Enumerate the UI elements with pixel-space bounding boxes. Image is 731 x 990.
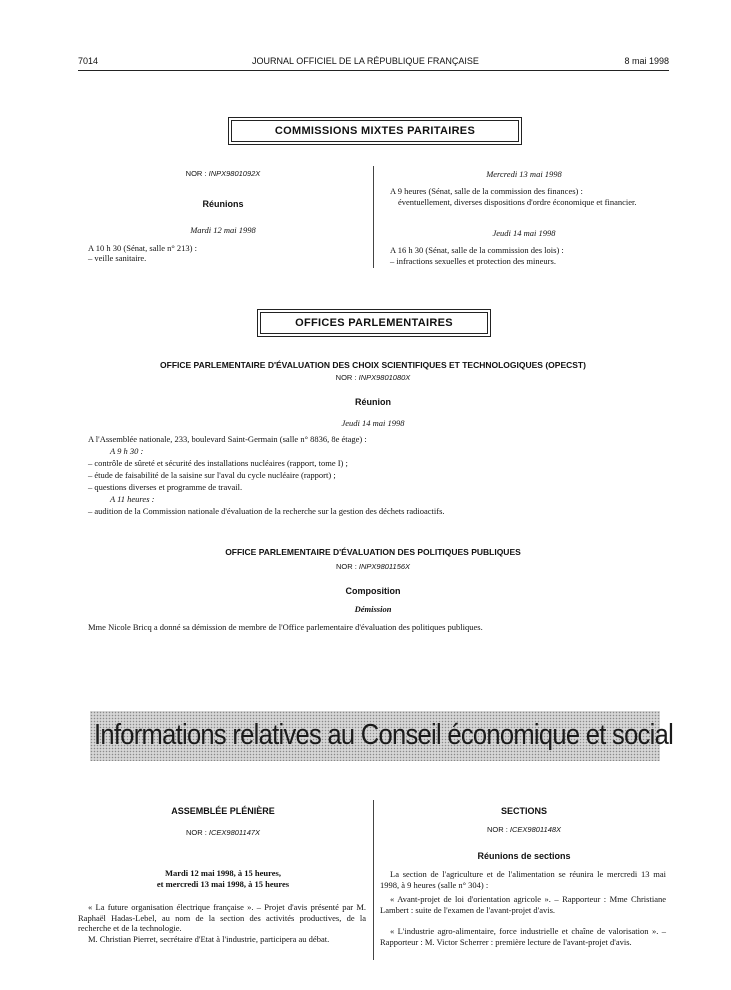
- ces-right-p3: « L'industrie agro-alimentaire, force industrielle et chaîne de valorisation ». – Rapporteur : M. Victor Scherrer : première lecture de l'avant-projet d'avis.: [380, 926, 666, 947]
- opepp-heading: Composition: [345, 586, 401, 596]
- opecst-line-5: A 11 heures :: [110, 494, 155, 504]
- opecst-line-2: – contrôle de sûreté et sécurité des installations nucléaires (rapport, tome I) ;: [88, 458, 348, 468]
- opepp-nor-label: NOR :: [335, 562, 357, 571]
- cmp-right-line4: – infractions sexuelles et protection des mineurs.: [390, 256, 556, 266]
- ces-left-nor: [78, 828, 368, 837]
- opecst-nor-code: INPX9801080X: [358, 373, 411, 382]
- cmp-title: COMMISSIONS MIXTES PARITAIRES: [231, 120, 519, 142]
- ces-left-p1: « La future organisation électrique française ». – Projet d'avis présenté par M. Raphaël Hadas-Lebel, au nom de la section des activités productives, de la recherche et de la technologie.: [78, 902, 366, 933]
- issue-date: 8 mai 1998: [624, 56, 669, 66]
- opepp-text: Mme Nicole Bricq a donné sa démission de membre de l'Office parlementaire d'évaluation des politiques publiques.: [88, 622, 483, 632]
- cmp-column-rule: [373, 166, 374, 268]
- opecst-title: OFFICE PARLEMENTAIRE D'ÉVALUATION DES CHOIX SCIENTIFIQUES ET TECHNOLOGIQUES (OPECST): [160, 360, 586, 370]
- ces-left-nor-label: NOR :: [185, 828, 207, 837]
- ces-right-p1: La section de l'agriculture et de l'alimentation se réunira le mercredi 13 mai 1998, à 9 heures (salle n° 304) :: [380, 869, 666, 890]
- opecst-line-1: A 9 h 30 :: [110, 446, 144, 456]
- offices-title-box: [257, 309, 491, 337]
- cmp-nor-code: INPX9801092X: [208, 169, 261, 178]
- cmp-right-date2: Jeudi 14 mai 1998: [492, 228, 556, 238]
- ces-column-rule: [373, 800, 374, 960]
- ces-banner: [90, 711, 674, 761]
- offices-title: OFFICES PARLEMENTAIRES: [260, 312, 488, 334]
- opepp-nor: [78, 562, 668, 571]
- ces-left-title: ASSEMBLÉE PLÉNIÈRE: [171, 806, 275, 816]
- ces-right-heading: Réunions de sections: [477, 851, 571, 861]
- cmp-right-line2: éventuellement, diverses dispositions d'ordre économique et financier.: [398, 197, 637, 207]
- opecst-date: Jeudi 14 mai 1998: [341, 418, 405, 428]
- opecst-line-3: – étude de faisabilité de la saisine sur l'aval du cycle nucléaire (rapport) ;: [88, 470, 336, 480]
- opecst-nor-label: NOR :: [335, 373, 357, 382]
- opepp-title: OFFICE PARLEMENTAIRE D'ÉVALUATION DES POLITIQUES PUBLIQUES: [225, 547, 521, 557]
- opecst-line-4: – questions diverses et programme de travail.: [88, 482, 243, 492]
- ces-left-nor-code: ICEX9801147X: [208, 828, 261, 837]
- cmp-right-line3: A 16 h 30 (Sénat, salle de la commission des lois) :: [390, 245, 564, 255]
- opepp-nor-code: INPX9801156X: [358, 562, 411, 571]
- ces-banner-text: Informations relatives au Conseil économique et social: [94, 719, 674, 751]
- cmp-title-box: [228, 117, 522, 145]
- ces-right-p2: « Avant-projet de loi d'orientation agricole ». – Rapporteur : Mme Christiane Lambert : suite de l'examen de l'avant-projet d'avis.: [380, 894, 666, 915]
- cmp-left-line2: – veille sanitaire.: [88, 253, 147, 263]
- ces-right-nor: [380, 825, 668, 834]
- journal-title: JOURNAL OFFICIEL DE LA RÉPUBLIQUE FRANÇAISE: [252, 56, 479, 66]
- cmp-right-line1: A 9 heures (Sénat, salle de la commission des finances) :: [390, 186, 583, 196]
- ces-left-p2: M. Christian Pierret, secrétaire d'Etat à l'industrie, participera au débat.: [88, 934, 330, 944]
- cmp-left-date: Mardi 12 mai 1998: [190, 225, 256, 235]
- opecst-line-0: A l'Assemblée nationale, 233, boulevard Saint-Germain (salle n° 8836, 8e étage) :: [88, 434, 367, 444]
- opepp-subheading: Démission: [354, 604, 392, 614]
- page-number: 7014: [78, 56, 99, 66]
- cmp-left-line1: A 10 h 30 (Sénat, salle n° 213) :: [88, 243, 197, 253]
- ces-right-nor-code: ICEX9801148X: [509, 825, 562, 834]
- cmp-nor: [78, 169, 368, 178]
- ces-right-nor-label: NOR :: [486, 825, 508, 834]
- ces-left-date1: Mardi 12 mai 1998, à 15 heures,: [164, 868, 281, 878]
- cmp-heading: Réunions: [202, 199, 244, 209]
- opecst-nor: [78, 373, 668, 382]
- ces-left-date2: et mercredi 13 mai 1998, à 15 heures: [156, 879, 290, 889]
- header-rule: [78, 70, 669, 71]
- cmp-right-date1: Mercredi 13 mai 1998: [486, 169, 562, 179]
- opecst-heading: Réunion: [355, 397, 391, 407]
- cmp-nor-label: NOR :: [185, 169, 207, 178]
- ces-right-title: SECTIONS: [500, 806, 547, 816]
- opecst-line-6: – audition de la Commission nationale d'évaluation de la recherche sur la gestion des déchets radioactifs.: [88, 506, 445, 516]
